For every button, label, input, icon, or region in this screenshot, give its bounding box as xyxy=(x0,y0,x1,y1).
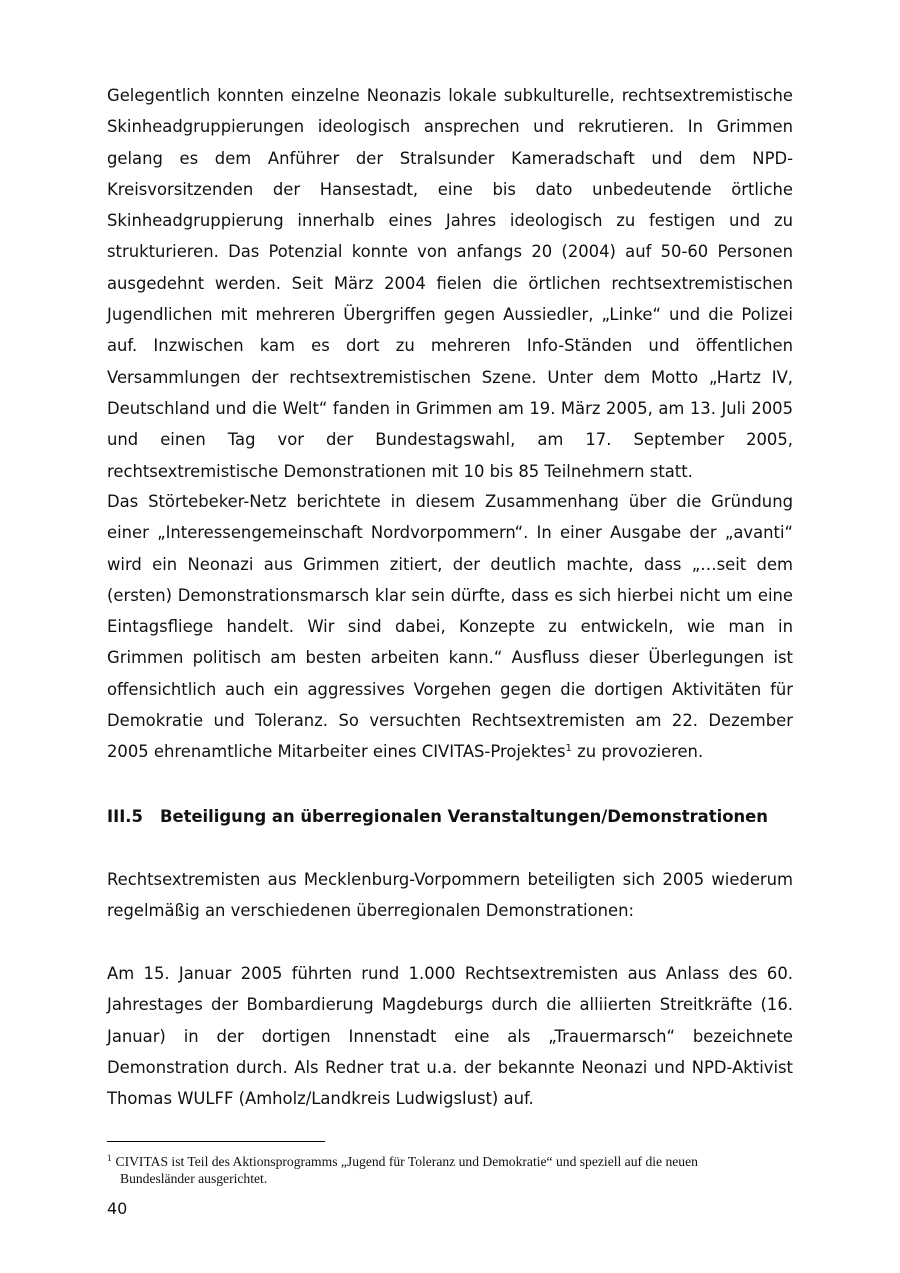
section-number: III.5 xyxy=(107,807,143,826)
footnote-mark: 1 xyxy=(107,1153,112,1163)
section-title: Beteiligung an überregionalen Veranstaltungen/Demonstrationen xyxy=(160,807,768,826)
paragraph-grimmen-skinheads: Gelegentlich konnten einzelne Neonazis lokale subkulturelle, rechtsextremistische Skinheadgruppierungen ideologisch ansprechen und rekrutieren. In Grimmen gelang es dem Anführer der Stralsunder Kameradschaft und dem NPD-Kreisvorsitzenden der Hansestadt, eine bis dato unbedeutende örtliche Skinheadgruppierung innerhalb eines Jahres ideologisch zu festigen und zu strukturieren. Das Potenzial konnte von anfangs 20 (2004) auf 50-60 Personen ausgedehnt werden. Seit März 2004 fielen die örtlichen rechtsextremistischen Jugendlichen mit mehreren Übergriffen gegen Aussiedler, „Linke“ und die Polizei auf. Inzwischen kam es dort zu mehreren Info-Ständen und öffentlichen Versammlungen der rechtsextremistischen Szene. Unter dem Motto „Hartz IV, Deutschland und die Welt“ fanden in Grimmen am 19. März 2005, am 13. Juli 2005 und einen Tag vor der Bundestagswahl, am 17. September 2005, rechtsextremistische Demonstrationen mit 10 bis 85 Teilnehmern statt. xyxy=(107,86,793,481)
footnote xyxy=(107,1150,793,1187)
section-heading xyxy=(107,801,807,832)
footnote-line-1: CIVITAS ist Teil des Aktionsprogramms „Jugend für Toleranz und Demokratie“ und speziell auf die neuen xyxy=(115,1154,698,1169)
paragraph-magdeburg: Am 15. Januar 2005 führten rund 1.000 Rechtsextremisten aus Anlass des 60. Jahrestages der Bombardierung Magdeburgs durch die alliierten Streitkräfte (16. Januar) in der dortigen Innenstadt eine als „Trauermarsch“ bezeichnete Demonstration durch. Als Redner trat u.a. der bekannte Neonazi und NPD-Aktivist Thomas WULFF (Amholz/Landkreis Ludwigslust) auf. xyxy=(107,964,793,1109)
paragraph-text-end: zu provozieren. xyxy=(571,742,704,762)
footnote-reference: 1 xyxy=(565,743,572,755)
paragraph-text: Das Störtebeker-Netz berichtete in diesem Zusammenhang über die Gründung einer „Interessengemeinschaft Nordvorpommern“. In einer Ausgabe der „avanti“ wird ein Neonazi aus Grimmen zitiert, der deutlich machte, dass „…seit dem (ersten) Demonstrationsmarsch klar sein dürfte, dass es sich hierbei nicht um eine Eintagsfliege handelt. Wir sind dabei, Konzepte zu entwickeln, wie man in Grimmen politisch am besten arbeiten kann.“ Ausfluss dieser Überlegungen ist offensichtlich auch ein aggressives Vorgehen gegen die dortigen Aktivitäten für Demokratie und Toleranz. So versuchten Rechtsextremisten am 22. Dezember 2005 ehrenamtliche Mitarbeiter eines CIVITAS-Projektes xyxy=(107,492,793,762)
footnote-divider xyxy=(107,1141,325,1142)
footnote-line-2: Bundesländer ausgerichtet. xyxy=(120,1171,268,1186)
paragraph-demonstrations-intro: Rechtsextremisten aus Mecklenburg-Vorpommern beteiligten sich 2005 wiederum regelmäßig an verschiedenen überregionalen Demonstrationen: xyxy=(107,870,793,921)
page-number: 40 xyxy=(107,1199,128,1218)
paragraph-stoertebeker-netz xyxy=(107,486,793,768)
